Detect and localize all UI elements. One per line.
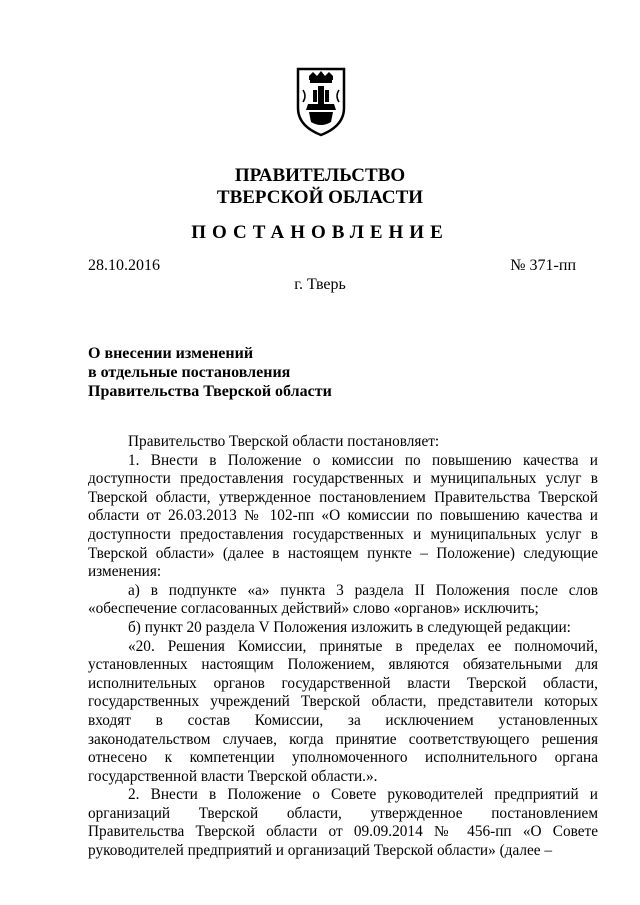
body-paragraph: 2. Внести в Положение о Совете руководителей предприятий и организаций Тверской области, утвержденное постановлением Правительства Тверской области от 09.09.2014 № 456-пп «О Совете руководителей предприятий и организаций Тверской области» (далее – [88, 786, 598, 860]
coat-of-arms-icon [295, 66, 347, 138]
subject-line: в отдельные постановления [88, 364, 291, 381]
document-date: 28.10.2016 [88, 257, 160, 274]
document-body [88, 433, 598, 861]
subject-line: О внесении изменений [88, 345, 254, 362]
body-paragraph: Правительство Тверской области постановляет: [128, 433, 440, 450]
body-paragraph: б) пункт 20 раздела V Положения изложить в следующей редакции: [128, 618, 571, 636]
body-paragraph: а) в подпункте «а» пункта 3 раздела II Положения после слов «обеспечение согласованных действий» слово «органов» исключить; [88, 581, 598, 618]
body-paragraph: 1. Внести в Положение о комиссии по повышению качества и доступности предоставления государственных и муниципальных услуг в Тверской области, утвержденное постановлением Правительства Тверской области от 26.03.2013 № 102-пп «О комиссии по повышению качества и доступности предоставления государственных и муниципальных услуг в Тверской области» (далее в настоящем пункте – Положение) следующие изменения: [88, 451, 598, 581]
document-type: ПОСТАНОВЛЕНИЕ [191, 222, 449, 243]
subject-line: Правительства Тверской области [88, 383, 332, 400]
document-number: № 371-пп [510, 257, 576, 274]
org-name-line2: ТВЕРСКОЙ ОБЛАСТИ [216, 187, 424, 208]
org-name-line1: ПРАВИТЕЛЬСТВО [234, 165, 406, 186]
document-subject [88, 344, 332, 401]
body-paragraph: «20. Решения Комиссии, принятые в пределах ее полномочий, установленных настоящим Положением, являются обязательными для исполнительных органов государственной власти Тверской области, государственных учреждений Тверской области, представители которых входят в состав Комиссии, за исключением установленных законодательством случаев, когда принятие соответствующего решения отнесено к компетенции уполномоченного исполнительного органа государственной власти Тверской области.». [88, 637, 598, 785]
document-city: г. Тверь [294, 276, 346, 293]
